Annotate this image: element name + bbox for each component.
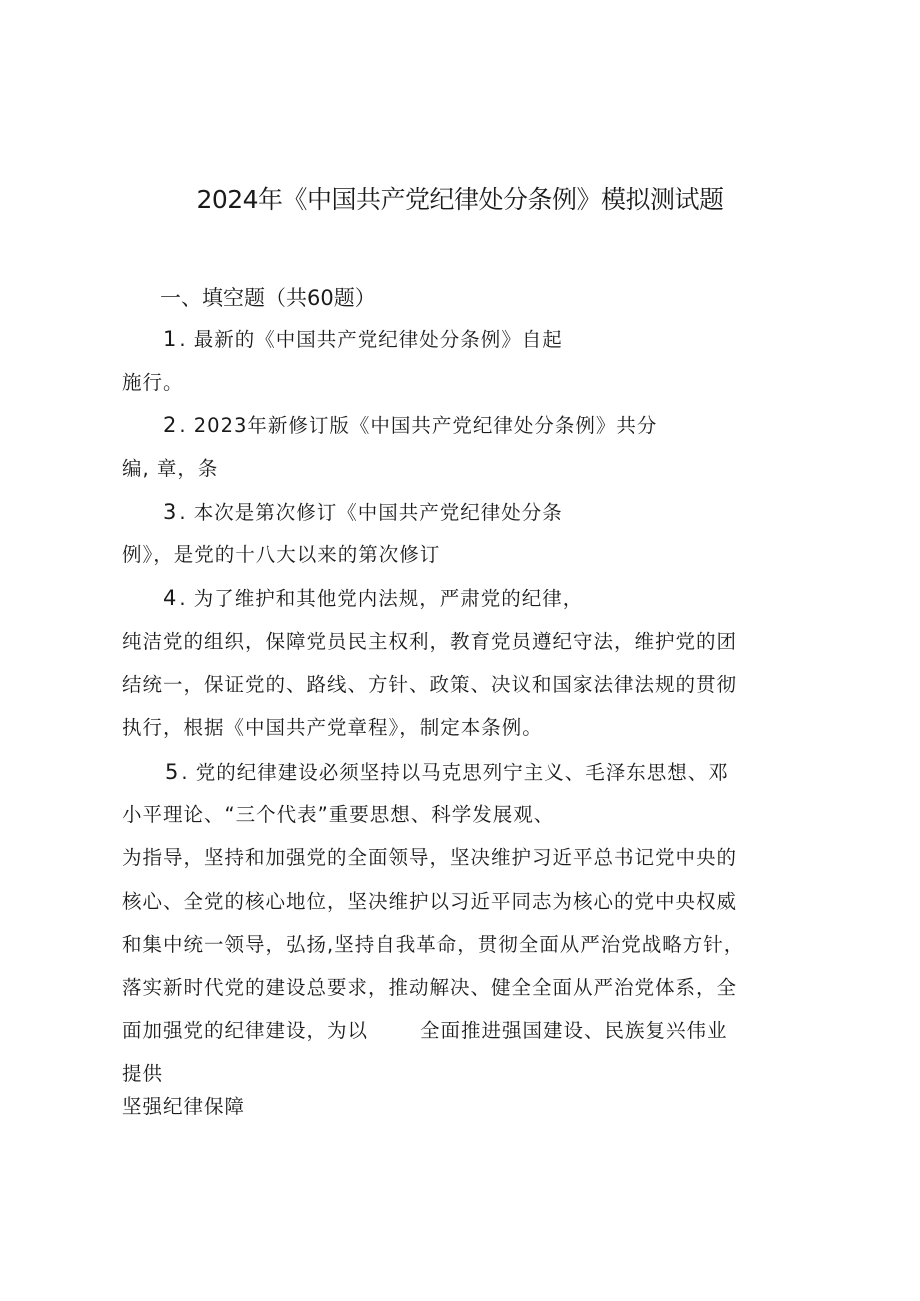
question-text: . 本次是第次修订《中国共产党纪律处分条 — [179, 501, 563, 524]
question-5-line-1 — [165, 757, 729, 788]
section-heading: 一、填空题（共60题） — [160, 286, 376, 310]
question-text: 面加强党的纪律建设，为以 — [122, 1019, 369, 1042]
question-text: . 2023年新修订版《中国共产党纪律处分条例》共分 — [179, 414, 658, 437]
question-text: . 最新的《中国共产党纪律处分条例》自起 — [179, 328, 563, 351]
question-4-line-4: 执行，根据《中国共产党章程》，制定本条例。 — [122, 716, 543, 739]
question-5-line-5: 和集中统一领导，弘扬,坚持自我革命，贯彻全面从严治党战略方针， — [122, 933, 745, 956]
question-5-line-6: 落实新时代党的建设总要求，推动解决、健全全面从严治党体系，全 — [122, 976, 738, 999]
question-number: 3 — [163, 500, 178, 524]
question-5-line-9: 坚强纪律保障 — [122, 1095, 246, 1118]
question-text: 全面推进强国建设、民族复兴伟业 — [420, 1019, 728, 1042]
question-text: . 为了维护和其他党内法规，严肃党的纪律， — [179, 587, 584, 610]
question-2-line-1 — [163, 410, 657, 441]
question-2-line-2: 编, 章，条 — [122, 457, 219, 480]
question-5-line-3: 为指导，坚持和加强党的全面领导，坚决维护习近平总书记党中央的 — [122, 846, 738, 869]
page-title: 2024年《中国共产党纪律处分条例》模拟测试题 — [196, 185, 724, 214]
question-3-line-2: 例》，是党的十八大以来的第次修订 — [122, 543, 441, 566]
question-3-line-1 — [163, 497, 563, 528]
question-5-line-2: 小平理论、“三个代表”重要思想、科学发展观、 — [122, 803, 555, 826]
question-4-line-1 — [163, 583, 583, 614]
question-1-line-2: 施行。 — [122, 371, 184, 394]
question-number: 5 — [165, 760, 180, 784]
question-5-line-4: 核心、全党的核心地位，坚决维护以习近平同志为核心的党中央权威 — [122, 890, 738, 913]
question-5-line-8: 提供 — [122, 1062, 164, 1085]
question-text: . 党的纪律建设必须坚持以马克思列宁主义、毛泽东思想、邓 — [181, 761, 729, 784]
question-number: 1 — [163, 327, 178, 351]
question-number: 2 — [163, 413, 178, 437]
question-5-line-7 — [122, 1016, 728, 1046]
question-number: 4 — [163, 586, 178, 610]
question-1-line-1 — [163, 324, 563, 355]
question-4-line-2: 纯洁党的组织，保障党员民主权利，教育党员遵纪守法，维护党的团 — [122, 630, 738, 653]
question-4-line-3: 结统一，保证党的、路线、方针、政策、决议和国家法律法规的贯彻 — [122, 673, 738, 696]
